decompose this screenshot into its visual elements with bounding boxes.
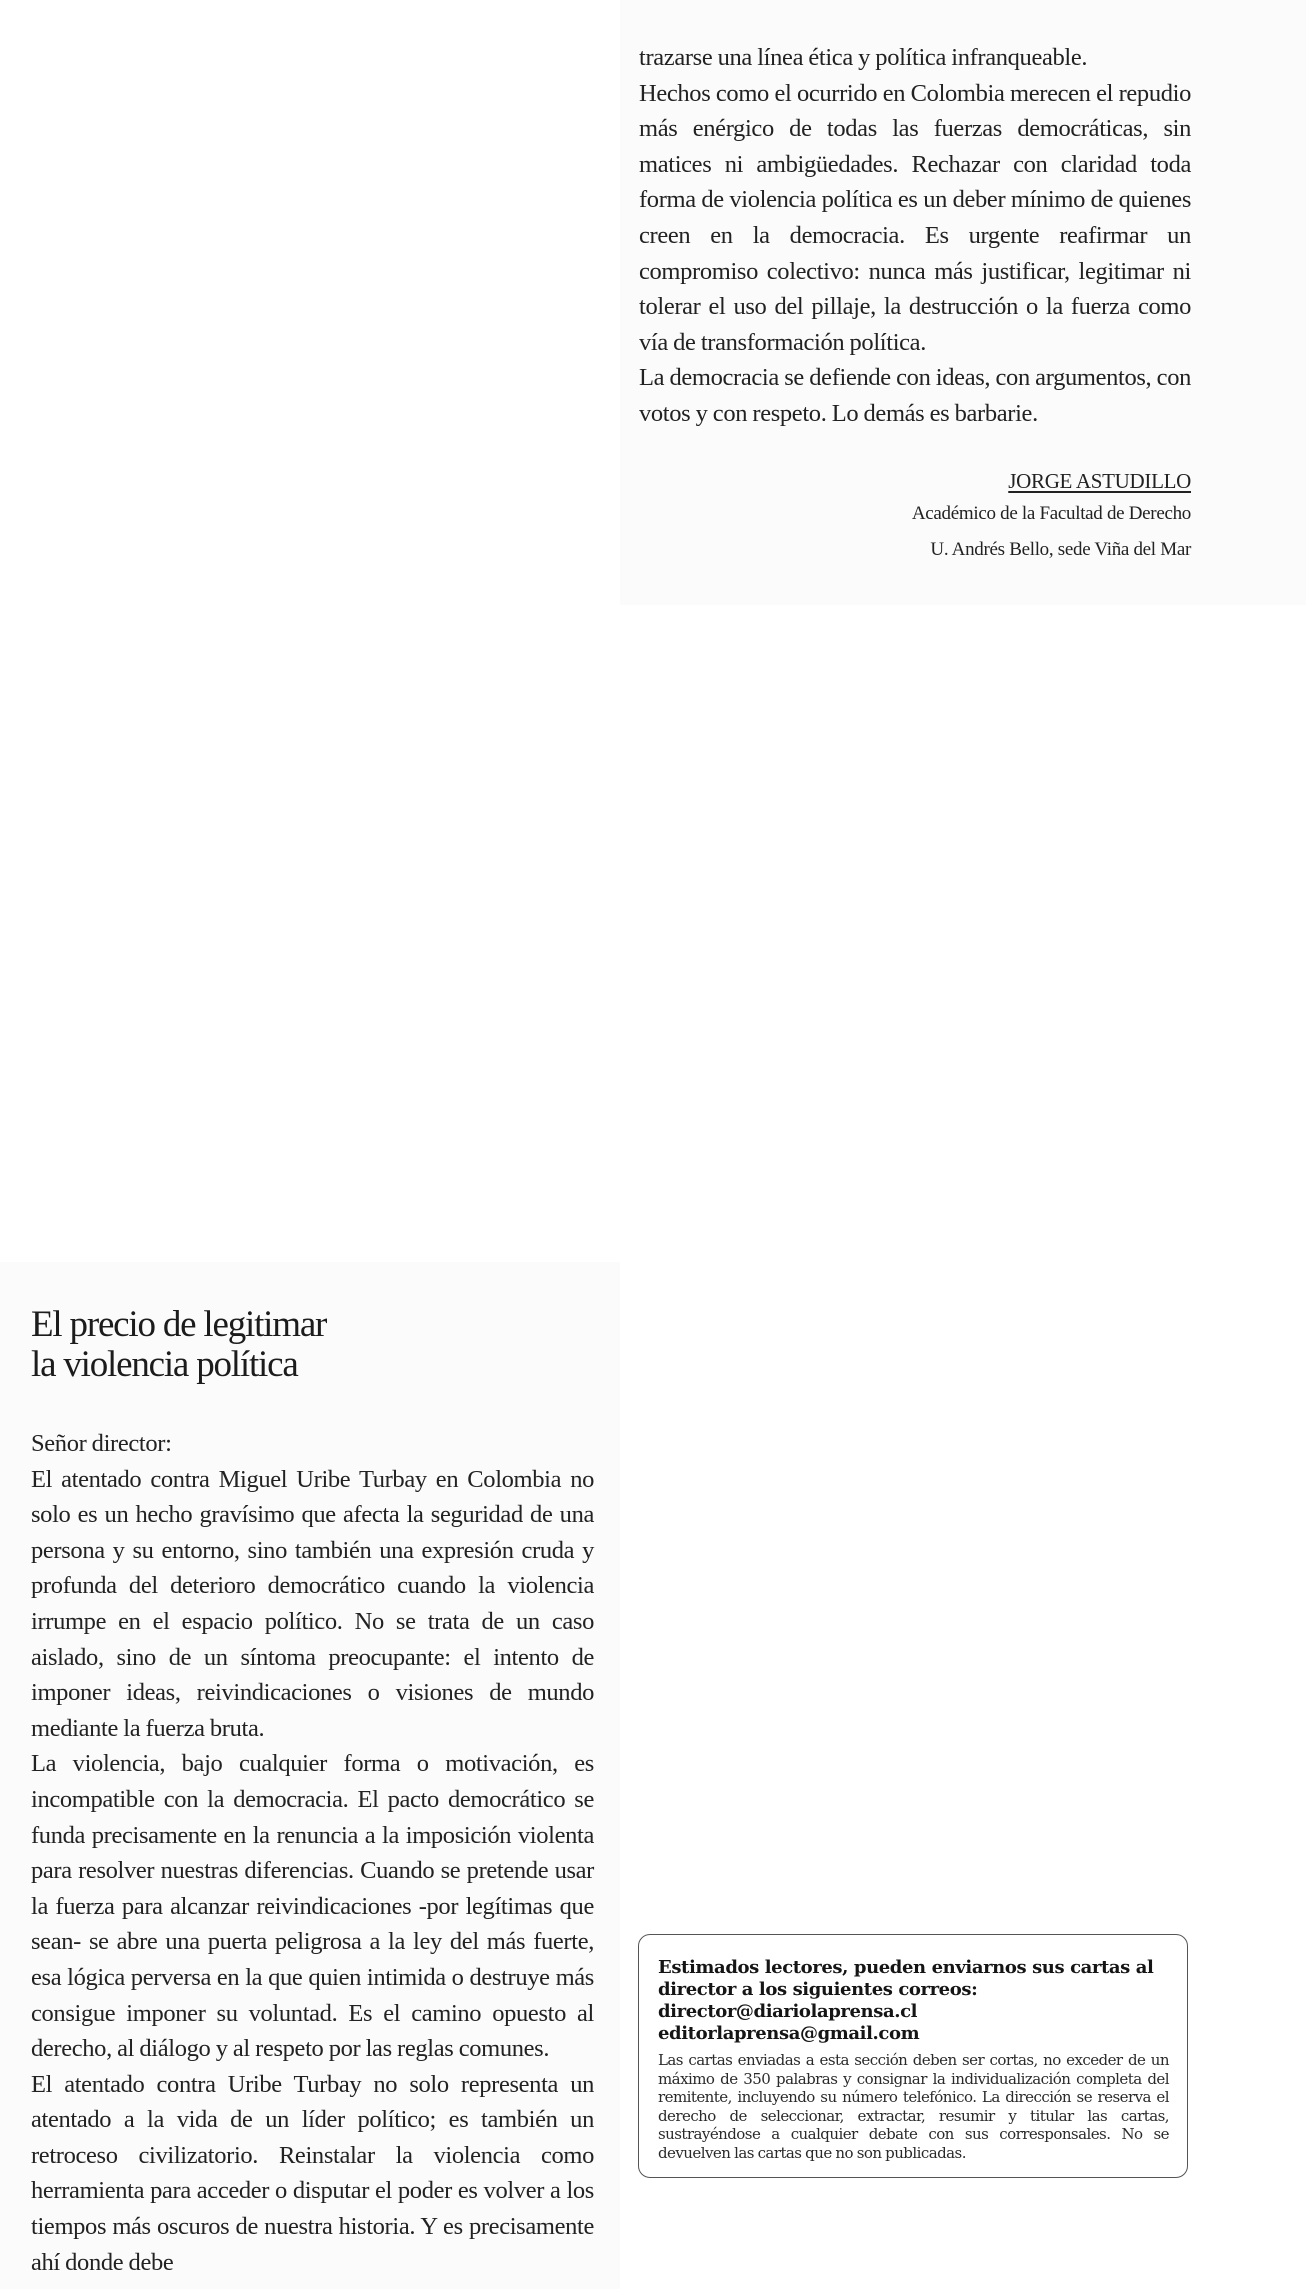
- bottom-letter-paragraph-1: El atentado contra Miguel Uribe Turbay en Colombia no solo es un hecho gravísimo que afecta la seguridad de una persona y su entorno, sino también una expresión cruda y profunda del deterioro democrático cuando la violencia irrumpe en el espacio político. No se trata de un caso aislado, sino de un síntoma preocupante: el intento de imponer ideas, reivindicaciones o visiones de mundo mediante la fuerza bruta.: [31, 1465, 594, 1742]
- notice-email-director: director@diariolaprensa.cl: [658, 2001, 918, 2022]
- notice-body-text: Las cartas enviadas a esta sección deben ser cortas, no exceder de un máximo de 350 palabras y consignar la individualización completa del remitente, incluyendo su número telefónico. La dirección se reserva el derecho de seleccionar, extractar, resumir y titular las cartas, sustrayéndose a cualquier debate con sus corresponsales. No se devuelven las cartas que no son publicadas.: [658, 2051, 1169, 2162]
- headline-line-1: El precio de legitimar: [31, 1304, 327, 1345]
- signature-name: JORGE ASTUDILLO: [1008, 469, 1191, 493]
- letter-signature: [800, 466, 1191, 568]
- bottom-letter-paragraph-2: La violencia, bajo cualquier forma o motivación, es incompatible con la democracia. El pacto democrático se funda precisamente en la renuncia a la imposición violenta para resolver nuestras diferencias. Cuando se pretende usar la fuerza para alcanzar reivindicaciones -por legítimas que sean- se abre una puerta peligrosa a la ley del más fuerte, esa lógica perversa en la que quien intimida o destruye más consigue imponer su voluntad. Es el camino opuesto al derecho, al diálogo y al respeto por las reglas comunes.: [31, 1750, 594, 2063]
- headline-line-2: la violencia política: [31, 1344, 298, 1385]
- notice-heading-line-2: director a los siguientes correos:: [658, 1979, 978, 2000]
- notice-heading: [658, 1957, 1169, 2045]
- signature-role: Académico de la Facultad de Derecho: [911, 503, 1191, 524]
- letter-headline: [31, 1305, 591, 1385]
- salutation: Señor director:: [31, 1430, 172, 1457]
- notice-heading-line-1: Estimados lectores, pueden enviarnos sus cartas al: [658, 1957, 1154, 1978]
- top-letter-body: [639, 40, 1191, 432]
- signature-institution: U. Andrés Bello, sede Viña del Mar: [930, 539, 1191, 560]
- notice-email-editor: editorlaprensa@gmail.com: [658, 2023, 920, 2044]
- top-letter-paragraph-1: trazarse una línea ética y política infranqueable.: [639, 44, 1088, 71]
- bottom-letter-paragraph-3: El atentado contra Uribe Turbay no solo representa un atentado a la vida de un líder político; es también un retroceso civilizatorio. Reinstalar la violencia como herramienta para acceder o disputar el poder es volver a los tiempos más oscuros de nuestra historia. Y es precisamente ahí donde debe: [31, 2070, 594, 2276]
- top-letter-paragraph-3: La democracia se defiende con ideas, con argumentos, con votos y con respeto. Lo demás es barbarie.: [639, 364, 1191, 427]
- bottom-letter-body: [31, 1426, 594, 2280]
- top-letter-paragraph-2: Hechos como el ocurrido en Colombia merecen el repudio más enérgico de todas las fuerzas democráticas, sin matices ni ambigüedades. Rechazar con claridad toda forma de violencia política es un deber mínimo de quienes creen en la democracia. Es urgente reafirmar un compromiso colectivo: nunca más justificar, legitimar ni tolerar el uso del pillaje, la destrucción o la fuerza como vía de transformación política.: [639, 79, 1191, 356]
- reader-notice-box: [638, 1934, 1188, 2178]
